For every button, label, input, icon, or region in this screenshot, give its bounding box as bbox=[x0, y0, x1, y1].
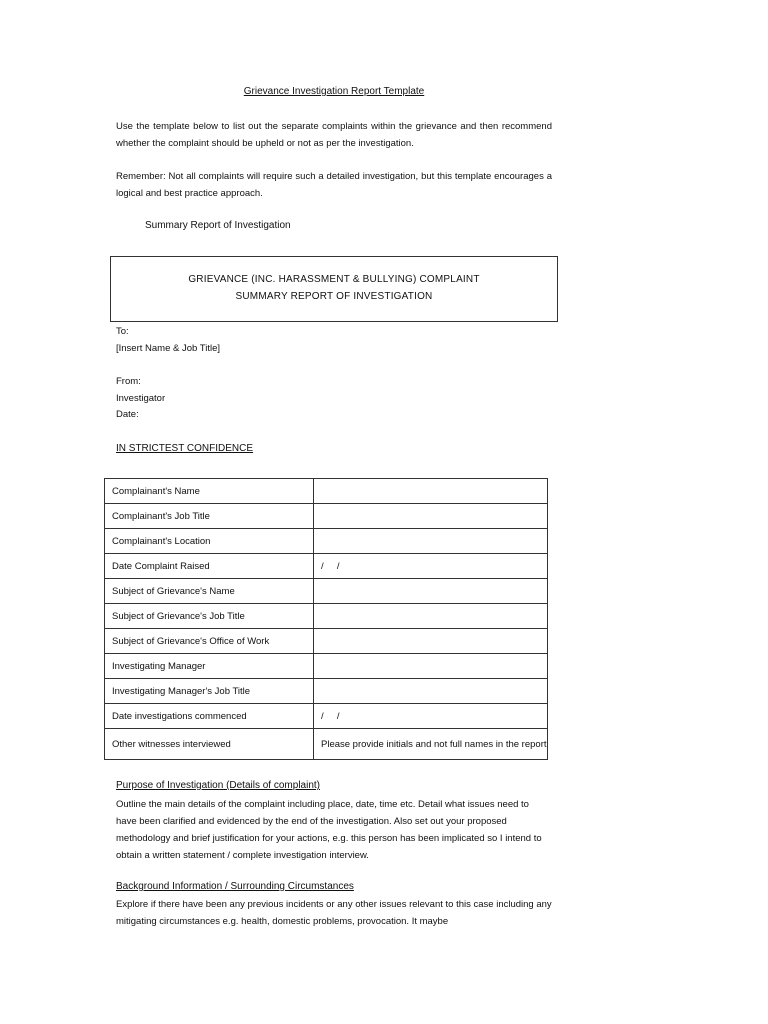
row-value[interactable] bbox=[314, 629, 548, 654]
table-row bbox=[105, 604, 548, 629]
row-value[interactable] bbox=[314, 579, 548, 604]
row-value[interactable] bbox=[314, 504, 548, 529]
intro-paragraph-1: Use the template below to list out the separate complaints within the grievance and then recommend whether the complaint should be upheld or not as per the investigation. bbox=[116, 121, 552, 149]
row-value[interactable] bbox=[314, 679, 548, 704]
row-label: Complainant's Name bbox=[105, 479, 314, 504]
date-label: Date: bbox=[116, 409, 139, 420]
summary-label: Summary Report of Investigation bbox=[145, 220, 291, 231]
from-label: From: bbox=[116, 376, 141, 387]
row-label: Complainant's Location bbox=[105, 529, 314, 554]
row-label: Investigating Manager's Job Title bbox=[105, 679, 314, 704]
intro-paragraph-2: Remember: Not all complaints will require such a detailed investigation, but this template encourages a logical and best practice approach. bbox=[116, 171, 552, 199]
row-label: Date Complaint Raised bbox=[105, 554, 314, 579]
row-label: Complainant's Job Title bbox=[105, 504, 314, 529]
table-row bbox=[105, 504, 548, 529]
table-row bbox=[105, 679, 548, 704]
row-value[interactable] bbox=[314, 654, 548, 679]
from-value: Investigator bbox=[116, 393, 166, 404]
background-heading: Background Information / Surrounding Circumstances bbox=[116, 881, 354, 892]
row-value[interactable]: / / bbox=[314, 704, 548, 729]
row-label: Date investigations commenced bbox=[105, 704, 314, 729]
row-label: Subject of Grievance's Job Title bbox=[105, 604, 314, 629]
row-value[interactable] bbox=[314, 604, 548, 629]
row-value[interactable] bbox=[314, 729, 548, 760]
row-label: Other witnesses interviewed bbox=[105, 729, 314, 760]
confidentiality-notice: IN STRICTEST CONFIDENCE bbox=[116, 443, 254, 454]
purpose-text: Outline the main details of the complaint including place, date, time etc. Detail what issues need to have been clarified and evidenced by the end of the investigation. Also set out your proposed methodology and brief justification for your actions, e.g. this person has been implicated so I intend to obtain a written statement / complete investigation interview. bbox=[116, 799, 542, 861]
witnesses-note: Please provide initials and not full names in the report bbox=[321, 738, 547, 750]
to-value: [Insert Name & Job Title] bbox=[116, 343, 221, 354]
table-row bbox=[105, 554, 548, 579]
table-row bbox=[105, 479, 548, 504]
row-label: Investigating Manager bbox=[105, 654, 314, 679]
row-value[interactable] bbox=[314, 479, 548, 504]
table-row bbox=[105, 654, 548, 679]
row-label: Subject of Grievance's Office of Work bbox=[105, 629, 314, 654]
row-value[interactable] bbox=[314, 529, 548, 554]
table-row bbox=[105, 704, 548, 729]
document-title: Grievance Investigation Report Template bbox=[243, 86, 425, 97]
to-label: To: bbox=[116, 326, 129, 337]
table-row bbox=[105, 629, 548, 654]
table-row bbox=[105, 579, 548, 604]
row-label: Subject of Grievance's Name bbox=[105, 579, 314, 604]
complaint-details-table bbox=[104, 478, 548, 760]
purpose-heading: Purpose of Investigation (Details of complaint) bbox=[116, 780, 320, 791]
report-heading-box bbox=[110, 256, 558, 322]
report-heading-line-1: GRIEVANCE (INC. HARASSMENT & BULLYING) COMPLAINT bbox=[188, 274, 480, 285]
row-value[interactable]: / / bbox=[314, 554, 548, 579]
report-heading-line-2: SUMMARY REPORT OF INVESTIGATION bbox=[235, 291, 433, 302]
background-text: Explore if there have been any previous incidents or any other issues relevant to this case including any mitigating circumstances e.g. health, domestic problems, provocation. It maybe bbox=[116, 899, 552, 927]
table-row bbox=[105, 529, 548, 554]
table-row bbox=[105, 729, 548, 760]
